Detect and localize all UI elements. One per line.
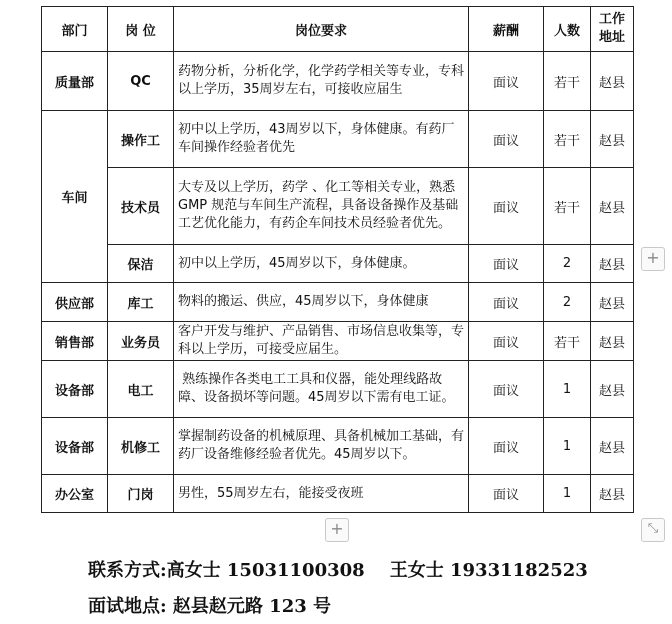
count-cell: 若干 <box>544 52 591 111</box>
requirements-cell: 大专及以上学历，药学 、化工等相关专业，熟悉 GMP 规范与车间生产流程，具备设备操作及基础工艺优化能力，有药企车间技术员经验者优先。 <box>174 168 469 245</box>
location-cell: 赵县 <box>591 418 634 475</box>
location-cell: 赵县 <box>591 475 634 513</box>
post-cell: 业务员 <box>108 322 174 361</box>
table-resize-handle[interactable] <box>641 518 665 542</box>
dept-cell: 设备部 <box>42 418 108 475</box>
plus-icon: + <box>330 519 344 538</box>
salary-cell: 面议 <box>469 418 544 475</box>
location-cell: 赵县 <box>591 283 634 322</box>
post-cell: 库工 <box>108 283 174 322</box>
count-cell: 1 <box>544 361 591 418</box>
requirements-cell: 药物分析，分析化学，化学药学相关等专业，专科以上学历，35周岁左右，可接收应届生 <box>174 52 469 111</box>
post-cell: QC <box>108 52 174 111</box>
salary-cell: 面议 <box>469 322 544 361</box>
header-post: 岗 位 <box>108 7 174 52</box>
salary-cell: 面议 <box>469 283 544 322</box>
salary-cell: 面议 <box>469 111 544 168</box>
location-cell: 赵县 <box>591 111 634 168</box>
header-requirements: 岗位要求 <box>174 7 469 52</box>
requirements-cell: 掌握制药设备的机械原理、具备机械加工基础，有药厂设备维修经验者优先。45周岁以下。 <box>174 418 469 475</box>
header-dept: 部门 <box>42 7 108 52</box>
header-location: 工作 地址 <box>591 7 634 52</box>
plus-icon: + <box>646 248 660 267</box>
recruitment-table <box>41 6 634 513</box>
count-cell: 2 <box>544 245 591 283</box>
requirements-cell: 初中以上学历，45周岁以下，身体健康。 <box>174 245 469 283</box>
header-count: 人数 <box>544 7 591 52</box>
table-row <box>42 361 634 418</box>
requirements-cell: 物料的搬运、供应，45周岁以下，身体健康 <box>174 283 469 322</box>
location-cell: 赵县 <box>591 361 634 418</box>
salary-cell: 面议 <box>469 168 544 245</box>
count-cell: 若干 <box>544 168 591 245</box>
location-cell: 赵县 <box>591 52 634 111</box>
dept-cell: 销售部 <box>42 322 108 361</box>
table-row <box>42 283 634 322</box>
requirements-cell: 初中以上学历，43周岁以下，身体健康。有药厂车间操作经验者优先 <box>174 111 469 168</box>
add-row-button[interactable] <box>325 518 349 542</box>
dept-cell: 质量部 <box>42 52 108 111</box>
post-cell: 电工 <box>108 361 174 418</box>
salary-cell: 面议 <box>469 52 544 111</box>
salary-cell: 面议 <box>469 475 544 513</box>
location-cell: 赵县 <box>591 168 634 245</box>
salary-cell: 面议 <box>469 245 544 283</box>
dept-cell: 供应部 <box>42 283 108 322</box>
count-cell: 1 <box>544 475 591 513</box>
table-row <box>42 111 634 168</box>
count-cell: 1 <box>544 418 591 475</box>
contact-info: 联系方式:高女士 15031100308 王女士 19331182523 <box>88 560 588 581</box>
header-salary: 薪酬 <box>469 7 544 52</box>
count-cell: 若干 <box>544 322 591 361</box>
dept-cell: 设备部 <box>42 361 108 418</box>
table-row <box>42 168 634 245</box>
requirements-cell: 客户开发与维护、产品销售、市场信息收集等，专科以上学历，可接受应届生。 <box>174 322 469 361</box>
table-row <box>42 52 634 111</box>
interview-address: 面试地点: 赵县赵元路 123 号 <box>88 596 332 617</box>
count-cell: 2 <box>544 283 591 322</box>
resize-icon: ⤡ <box>647 521 659 536</box>
post-cell: 操作工 <box>108 111 174 168</box>
post-cell: 机修工 <box>108 418 174 475</box>
post-cell: 技术员 <box>108 168 174 245</box>
table-row <box>42 418 634 475</box>
requirements-cell: 男性，55周岁左右，能接受夜班 <box>174 475 469 513</box>
count-cell: 若干 <box>544 111 591 168</box>
salary-cell: 面议 <box>469 361 544 418</box>
post-cell: 保洁 <box>108 245 174 283</box>
dept-cell: 办公室 <box>42 475 108 513</box>
table-row <box>42 475 634 513</box>
location-cell: 赵县 <box>591 322 634 361</box>
dept-cell: 车间 <box>42 111 108 283</box>
table-row <box>42 245 634 283</box>
post-cell: 门岗 <box>108 475 174 513</box>
table-header-row <box>42 7 634 52</box>
requirements-cell: 熟练操作各类电工工具和仪器，能处理线路故障、设备损坏等问题。45周岁以下需有电工证。 <box>174 361 469 418</box>
table-row <box>42 322 634 361</box>
location-cell: 赵县 <box>591 245 634 283</box>
add-column-button[interactable] <box>641 247 665 271</box>
